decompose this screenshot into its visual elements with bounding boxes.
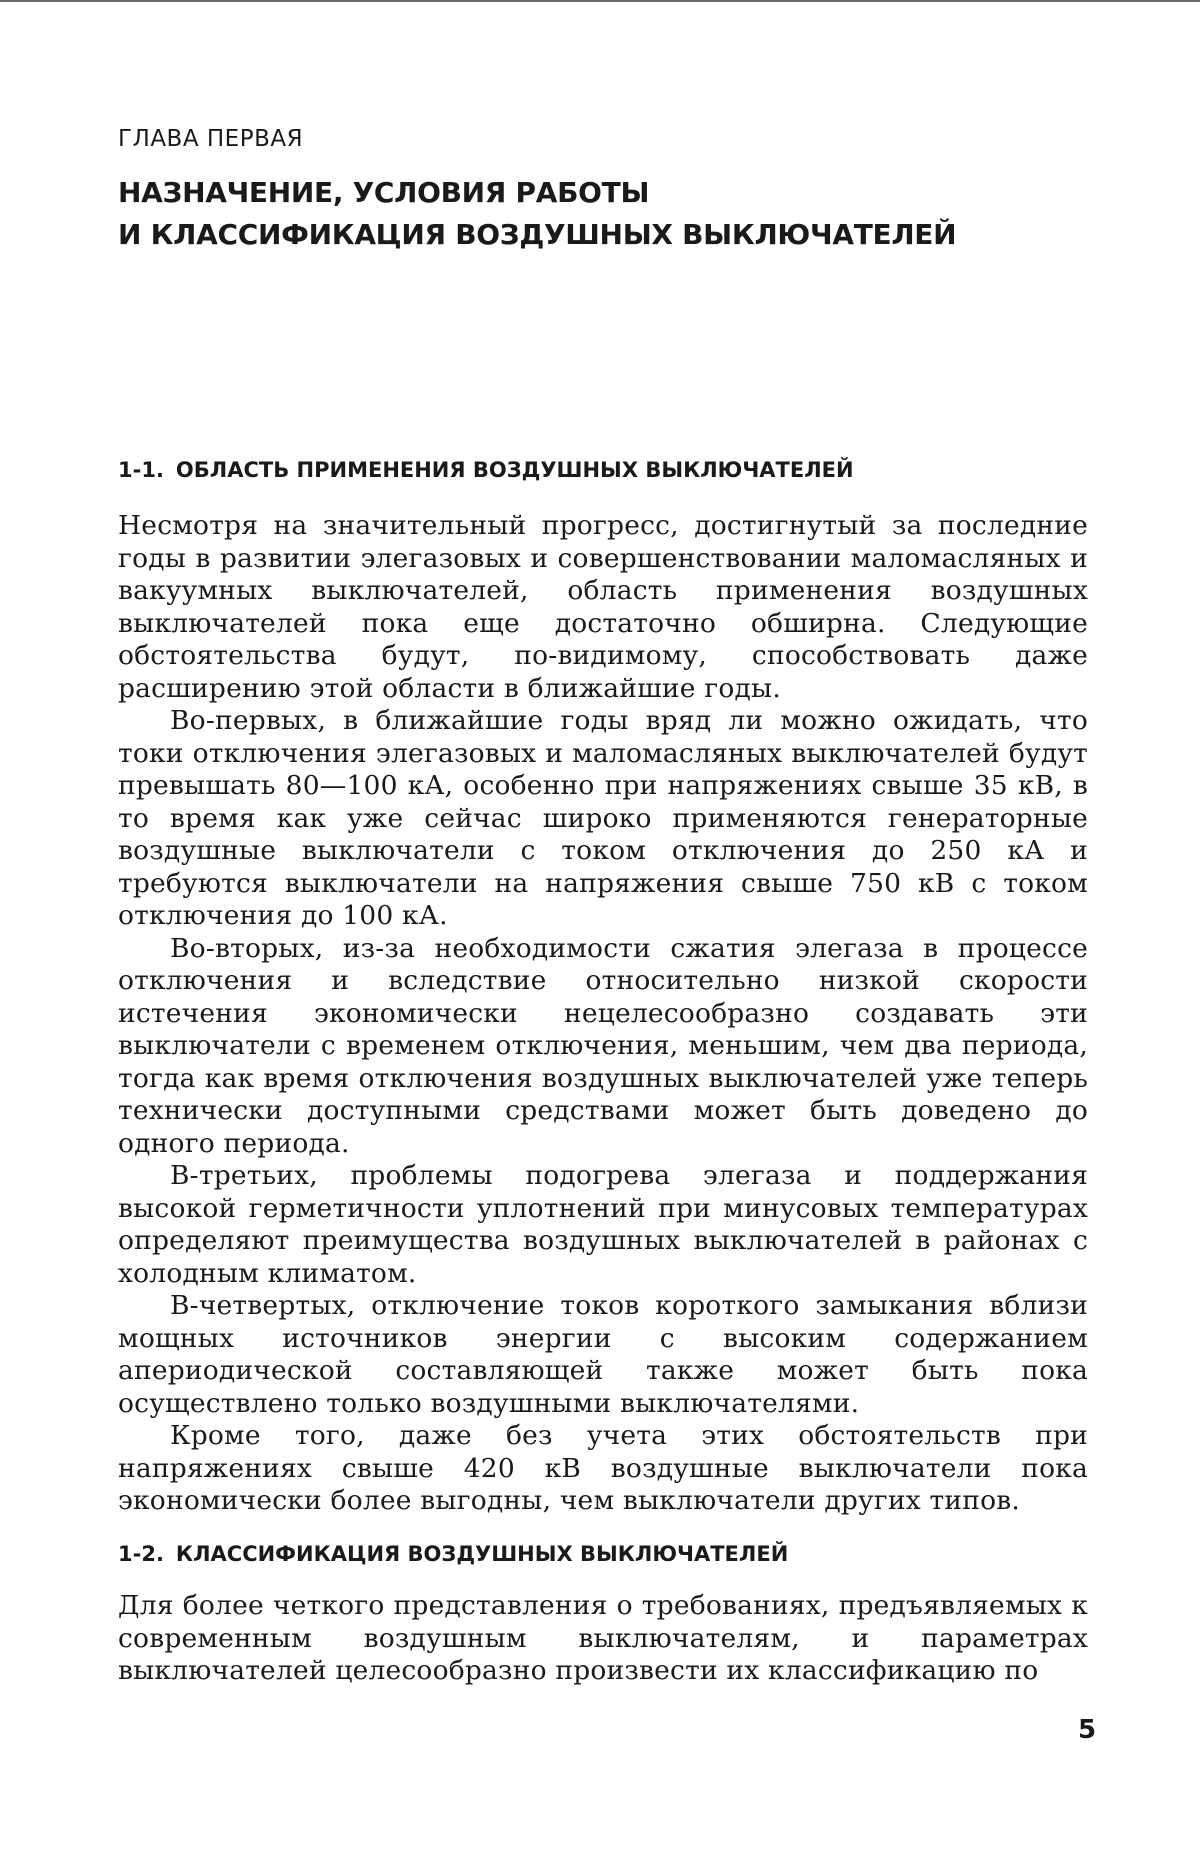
chapter-title [118,172,1088,256]
paragraph: Во-первых, в ближайшие годы вряд ли можно ожидать, что токи отключения элегазовых и маломасляных выключателей будут превышать 80—100 кА, особенно при напряжениях свыше 35 кВ, в то время как уже сейчас широко применяются генераторные воздушные выключатели с током отключения до 250 кА и требуются выключатели на напряжения свыше 750 кВ с током отключения до 100 кА. [118,705,1088,933]
chapter-title-line-2: И КЛАССИФИКАЦИЯ ВОЗДУШНЫХ ВЫКЛЮЧАТЕЛЕЙ [118,214,1088,256]
section-heading-1 [118,458,1088,482]
section-heading-2 [118,1542,1088,1566]
section-number: 1-2. [118,1542,164,1566]
page-number: 5 [1078,1715,1096,1745]
chapter-title-line-1: НАЗНАЧЕНИЕ, УСЛОВИЯ РАБОТЫ [118,172,1088,214]
paragraph: В-четвертых, отключение токов короткого замыкания вблизи мощных источников энергии с высоким содержанием апериодической составляющей также может быть пока осуществлено только воздушными выключателями. [118,1290,1088,1420]
section-title: ОБЛАСТЬ ПРИМЕНЕНИЯ ВОЗДУШНЫХ ВЫКЛЮЧАТЕЛЕЙ [176,458,854,482]
paragraph: Кроме того, даже без учета этих обстоятельств при напряжениях свыше 420 кВ воздушные выключатели пока экономически более выгодны, чем выключатели других типов. [118,1420,1088,1518]
paragraph: Несмотря на значительный прогресс, достигнутый за последние годы в развитии элегазовых и совершенствовании маломасляных и вакуумных выключателей, область применения воздушных выключателей пока еще достаточно обширна. Следующие обстоятельства будут, по-видимому, способствовать даже расширению этой области в ближайшие годы. [118,510,1088,705]
section-2-body [118,1590,1088,1688]
paragraph: Во-вторых, из-за необходимости сжатия элегаза в процессе отключения и вследствие относительно низкой скорости истечения экономически нецелесообразно создавать эти выключатели с временем отключения, меньшим, чем два периода, тогда как время отключения воздушных выключателей уже теперь технически доступными средствами может быть доведено до одного периода. [118,933,1088,1161]
section-number: 1-1. [118,458,164,482]
paragraph: Для более четкого представления о требованиях, предъявляемых к современным воздушным выключателям, и параметрах выключателей целесообразно произвести их классификацию по [118,1590,1088,1688]
paragraph: В-третьих, проблемы подогрева элегаза и поддержания высокой герметичности уплотнений при минусовых температурах определяют преимущества воздушных выключателей в районах с холодным климатом. [118,1160,1088,1290]
top-rule [0,0,1200,2]
section-1-body [118,510,1088,1518]
chapter-label: ГЛАВА ПЕРВАЯ [118,126,303,152]
section-title: КЛАССИФИКАЦИЯ ВОЗДУШНЫХ ВЫКЛЮЧАТЕЛЕЙ [176,1542,788,1566]
